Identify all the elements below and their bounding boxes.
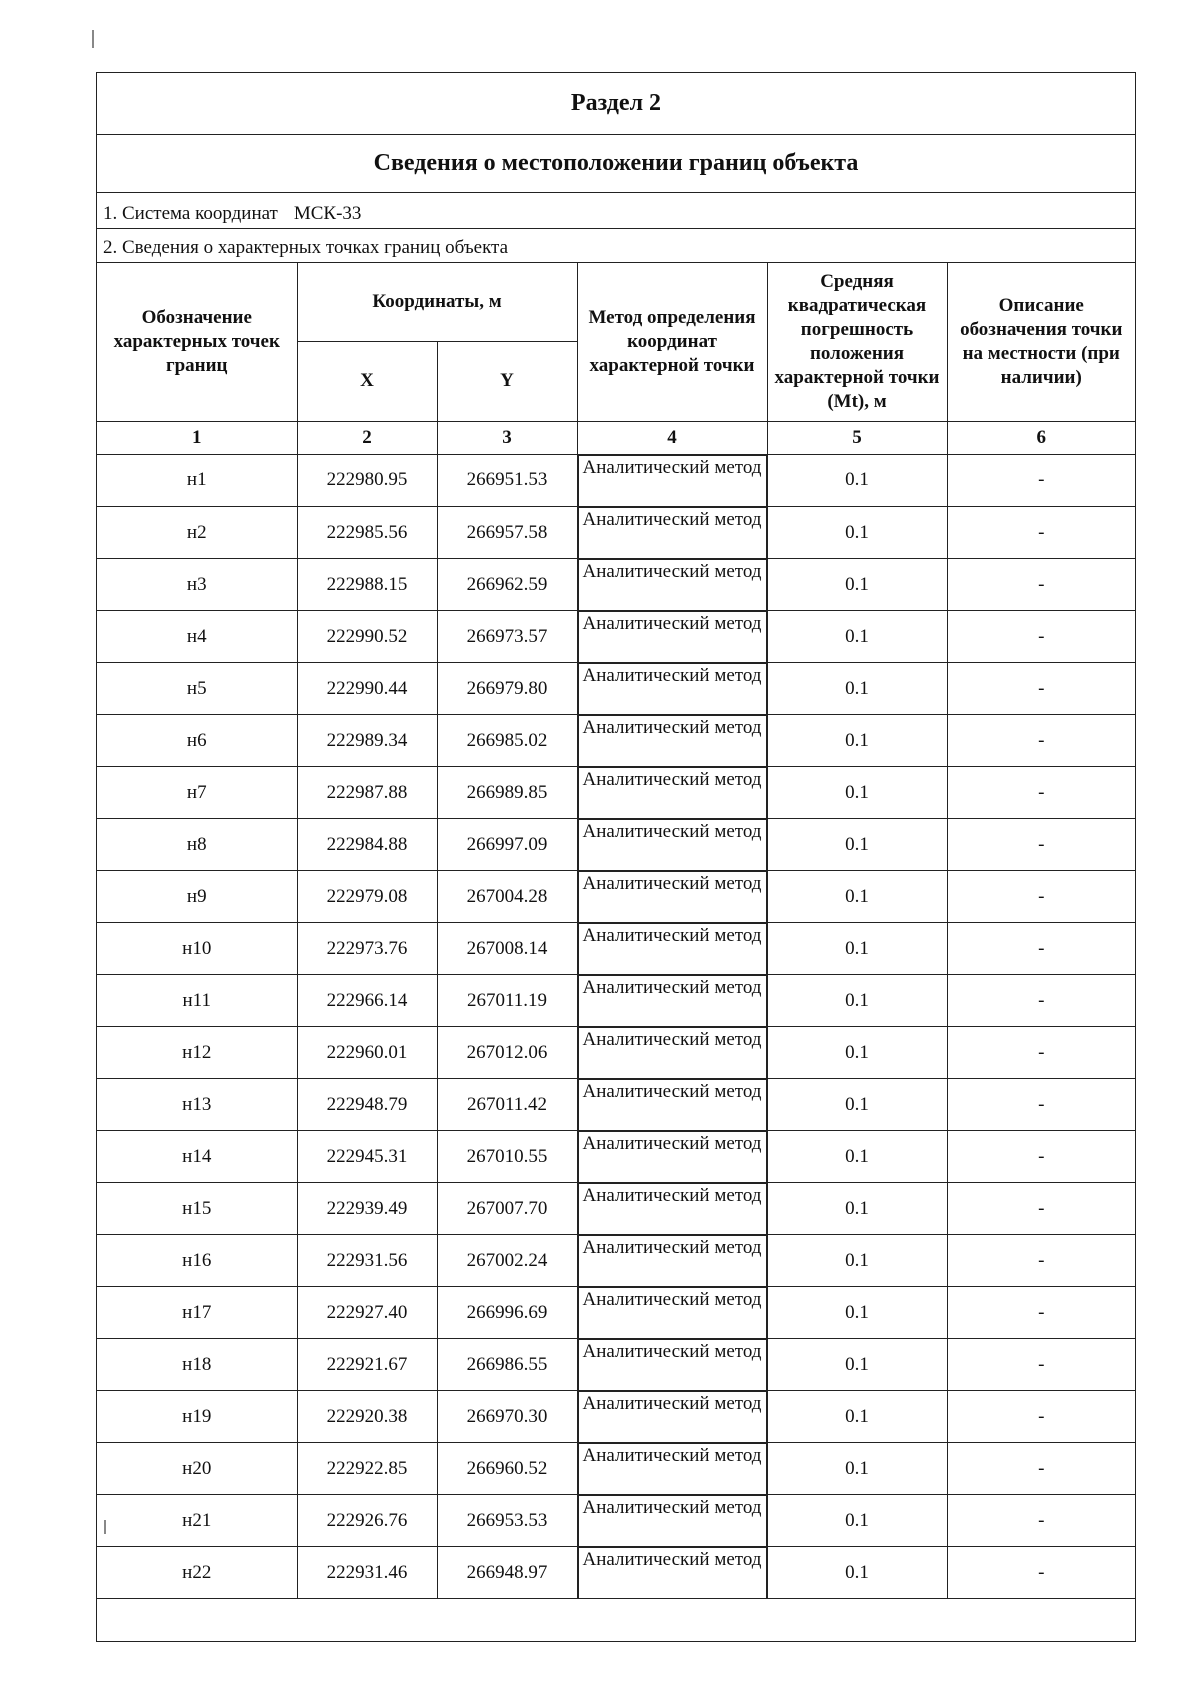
description-cell: - [947,1079,1135,1131]
description-cell: - [947,1131,1135,1183]
method-cell: Аналитический метод [578,507,767,559]
error-cell: 0.1 [767,507,947,559]
error-cell: 0.1 [767,663,947,715]
error-cell: 0.1 [767,559,947,611]
y-coordinate-cell: 267012.06 [437,1027,577,1079]
y-coordinate-cell: 266951.53 [437,454,577,507]
scan-speck [92,30,94,48]
x-coordinate-cell: 222984.88 [297,819,437,871]
point-name-cell: н18 [97,1339,297,1391]
header-coordinates: Координаты, м [297,263,577,341]
point-name-cell: н8 [97,819,297,871]
description-cell: - [947,1235,1135,1287]
description-cell: - [947,923,1135,975]
method-cell: Аналитический метод [578,1131,767,1183]
header-method: Метод определения координат характерной точки [577,263,767,421]
column-number: 2 [297,421,437,454]
point-name-cell: н2 [97,507,297,559]
point-name-cell: н1 [97,454,297,507]
description-cell: - [947,559,1135,611]
point-name-cell: н20 [97,1443,297,1495]
x-coordinate-cell: 222920.38 [297,1391,437,1443]
error-cell: 0.1 [767,1131,947,1183]
table-row [97,715,1135,767]
description-cell: - [947,975,1135,1027]
x-coordinate-cell: 222987.88 [297,767,437,819]
x-coordinate-cell: 222931.46 [297,1547,437,1599]
x-coordinate-cell: 222989.34 [297,715,437,767]
coord-system-value: МСК-33 [293,203,362,224]
error-cell: 0.1 [767,1495,947,1547]
points-heading: 2. Сведения о характерных точках границ объекта [97,229,1135,263]
x-coordinate-cell: 222988.15 [297,559,437,611]
x-coordinate-cell: 222960.01 [297,1027,437,1079]
x-coordinate-cell: 222945.31 [297,1131,437,1183]
header-description: Описание обозначения точки на местности (при наличии) [947,263,1135,421]
error-cell: 0.1 [767,1287,947,1339]
method-cell: Аналитический метод [578,1547,767,1599]
method-cell: Аналитический метод [578,1391,767,1443]
points-table [97,263,1135,1599]
error-cell: 0.1 [767,1027,947,1079]
x-coordinate-cell: 222980.95 [297,454,437,507]
y-coordinate-cell: 266953.53 [437,1495,577,1547]
x-coordinate-cell: 222979.08 [297,871,437,923]
table-row [97,767,1135,819]
table-row [97,1495,1135,1547]
column-number: 4 [577,421,767,454]
point-name-cell: н16 [97,1235,297,1287]
column-number: 1 [97,421,297,454]
error-cell: 0.1 [767,1443,947,1495]
description-cell: - [947,1339,1135,1391]
y-coordinate-cell: 266960.52 [437,1443,577,1495]
method-cell: Аналитический метод [578,715,767,767]
y-coordinate-cell: 266996.69 [437,1287,577,1339]
point-name-cell: н7 [97,767,297,819]
y-coordinate-cell: 266957.58 [437,507,577,559]
section-subtitle: Сведения о местоположении границ объекта [97,135,1135,193]
method-cell: Аналитический метод [578,975,767,1027]
header-error: Средняя квадратическая погрешность положения характерной точки (Mt), м [767,263,947,421]
y-coordinate-cell: 267007.70 [437,1183,577,1235]
x-coordinate-cell: 222922.85 [297,1443,437,1495]
method-cell: Аналитический метод [578,1235,767,1287]
point-name-cell: н10 [97,923,297,975]
x-coordinate-cell: 222939.49 [297,1183,437,1235]
method-cell: Аналитический метод [578,1079,767,1131]
method-cell: Аналитический метод [578,559,767,611]
description-cell: - [947,454,1135,507]
table-row [97,1079,1135,1131]
table-row [97,1391,1135,1443]
x-coordinate-cell: 222948.79 [297,1079,437,1131]
point-name-cell: н11 [97,975,297,1027]
x-coordinate-cell: 222985.56 [297,507,437,559]
scan-speck [104,1520,106,1534]
point-name-cell: н9 [97,871,297,923]
header-x: X [297,341,437,421]
y-coordinate-cell: 267002.24 [437,1235,577,1287]
point-name-cell: н12 [97,1027,297,1079]
y-coordinate-cell: 266979.80 [437,663,577,715]
error-cell: 0.1 [767,871,947,923]
table-row [97,871,1135,923]
method-cell: Аналитический метод [578,663,767,715]
error-cell: 0.1 [767,975,947,1027]
column-number: 3 [437,421,577,454]
method-cell: Аналитический метод [578,923,767,975]
y-coordinate-cell: 266962.59 [437,559,577,611]
description-cell: - [947,1443,1135,1495]
table-row [97,975,1135,1027]
description-cell: - [947,1547,1135,1599]
table-row [97,1235,1135,1287]
point-name-cell: н6 [97,715,297,767]
table-row [97,507,1135,559]
description-cell: - [947,871,1135,923]
column-number: 5 [767,421,947,454]
error-cell: 0.1 [767,1547,947,1599]
error-cell: 0.1 [767,1391,947,1443]
description-cell: - [947,715,1135,767]
error-cell: 0.1 [767,767,947,819]
error-cell: 0.1 [767,1183,947,1235]
section-title: Раздел 2 [97,73,1135,135]
error-cell: 0.1 [767,611,947,663]
point-name-cell: н3 [97,559,297,611]
y-coordinate-cell: 266985.02 [437,715,577,767]
point-name-cell: н21 [97,1495,297,1547]
table-row [97,923,1135,975]
point-name-cell: н22 [97,1547,297,1599]
point-name-cell: н19 [97,1391,297,1443]
error-cell: 0.1 [767,923,947,975]
description-cell: - [947,1391,1135,1443]
table-footer-space [97,1599,1135,1623]
method-cell: Аналитический метод [578,1339,767,1391]
coord-system-label: 1. Система координат [103,203,278,224]
error-cell: 0.1 [767,1339,947,1391]
method-cell: Аналитический метод [578,819,767,871]
x-coordinate-cell: 222931.56 [297,1235,437,1287]
y-coordinate-cell: 266997.09 [437,819,577,871]
method-cell: Аналитический метод [578,1495,767,1547]
description-cell: - [947,1183,1135,1235]
table-row [97,1443,1135,1495]
header-y: Y [437,341,577,421]
point-name-cell: н4 [97,611,297,663]
description-cell: - [947,1027,1135,1079]
y-coordinate-cell: 267011.19 [437,975,577,1027]
y-coordinate-cell: 266986.55 [437,1339,577,1391]
x-coordinate-cell: 222973.76 [297,923,437,975]
method-cell: Аналитический метод [578,1183,767,1235]
method-cell: Аналитический метод [578,611,767,663]
error-cell: 0.1 [767,1079,947,1131]
method-cell: Аналитический метод [578,871,767,923]
error-cell: 0.1 [767,819,947,871]
column-number: 6 [947,421,1135,454]
document-sheet [96,72,1136,1642]
method-cell: Аналитический метод [578,455,767,507]
points-table-body [97,454,1135,1599]
method-cell: Аналитический метод [578,1443,767,1495]
table-row [97,1183,1135,1235]
error-cell: 0.1 [767,1235,947,1287]
x-coordinate-cell: 222990.52 [297,611,437,663]
table-row [97,454,1135,507]
table-row [97,1287,1135,1339]
description-cell: - [947,1495,1135,1547]
point-name-cell: н14 [97,1131,297,1183]
y-coordinate-cell: 267010.55 [437,1131,577,1183]
table-row [97,611,1135,663]
table-row [97,1339,1135,1391]
y-coordinate-cell: 267008.14 [437,923,577,975]
y-coordinate-cell: 266970.30 [437,1391,577,1443]
header-designation: Обозначение характерных точек границ [97,263,297,421]
table-row [97,663,1135,715]
y-coordinate-cell: 266948.97 [437,1547,577,1599]
point-name-cell: н17 [97,1287,297,1339]
point-name-cell: н15 [97,1183,297,1235]
method-cell: Аналитический метод [578,767,767,819]
x-coordinate-cell: 222966.14 [297,975,437,1027]
table-row [97,1131,1135,1183]
x-coordinate-cell: 222927.40 [297,1287,437,1339]
point-name-cell: н13 [97,1079,297,1131]
table-row [97,1027,1135,1079]
description-cell: - [947,663,1135,715]
x-coordinate-cell: 222990.44 [297,663,437,715]
y-coordinate-cell: 266973.57 [437,611,577,663]
table-row [97,819,1135,871]
error-cell: 0.1 [767,454,947,507]
y-coordinate-cell: 266989.85 [437,767,577,819]
description-cell: - [947,767,1135,819]
method-cell: Аналитический метод [578,1027,767,1079]
coord-system-line [97,193,1135,229]
x-coordinate-cell: 222926.76 [297,1495,437,1547]
method-cell: Аналитический метод [578,1287,767,1339]
point-name-cell: н5 [97,663,297,715]
table-row [97,559,1135,611]
description-cell: - [947,507,1135,559]
description-cell: - [947,819,1135,871]
table-row [97,1547,1135,1599]
x-coordinate-cell: 222921.67 [297,1339,437,1391]
y-coordinate-cell: 267004.28 [437,871,577,923]
error-cell: 0.1 [767,715,947,767]
description-cell: - [947,611,1135,663]
description-cell: - [947,1287,1135,1339]
y-coordinate-cell: 267011.42 [437,1079,577,1131]
